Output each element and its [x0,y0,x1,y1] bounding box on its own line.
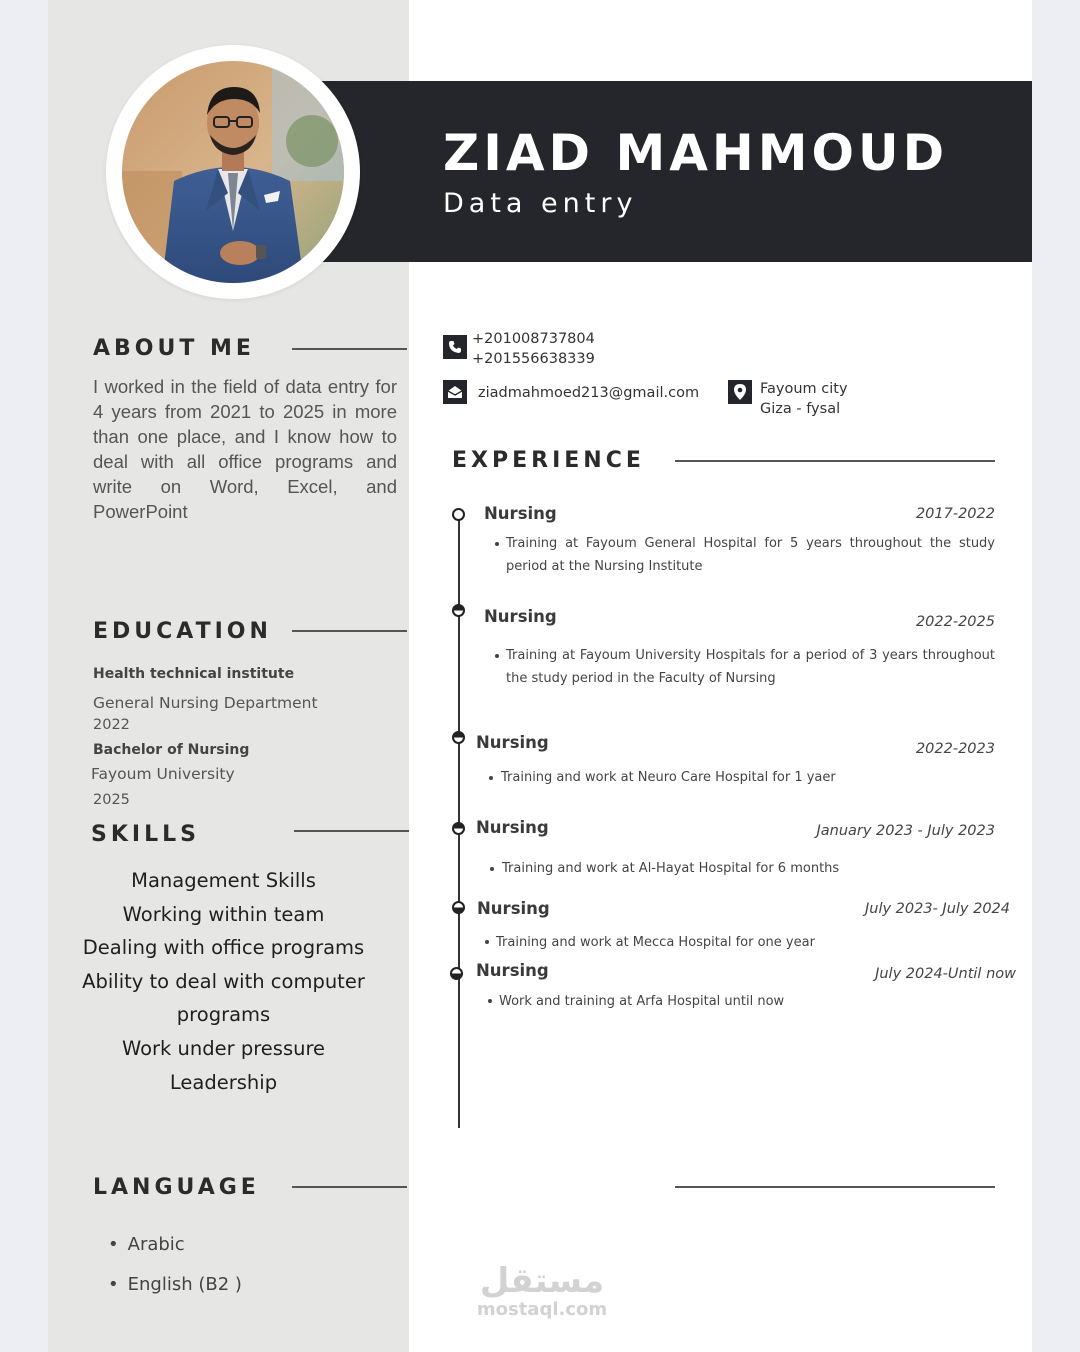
language-item: • English (B2 ) [108,1264,242,1304]
resume-page [48,0,1032,1352]
about-divider [292,348,407,350]
bullet-icon [488,999,492,1003]
education-entry-detail [93,694,393,712]
skills-list [68,864,379,1099]
experience-date: January 2023 - July 2023 [816,823,995,839]
profile-photo-image [122,61,344,283]
language-list [108,1224,242,1304]
phone-icon [443,335,467,359]
bullet-icon [489,776,493,780]
envelope-icon [443,380,467,404]
skill-item: Dealing with office programs [82,936,365,960]
education-divider [292,630,407,632]
skill-item: Leadership [169,1070,278,1094]
experience-description: Work and training at Arfa Hospital until now [499,994,785,1009]
experience-title-text: Nursing [476,961,549,980]
bullet-icon [495,654,499,658]
timeline-dot [452,731,465,744]
email-address[interactable]: ziadmahmoed213@gmail.com [478,385,700,401]
bottom-divider [675,1186,995,1188]
language-title: LANGUAGE [93,1175,260,1200]
education-year: 2025 [93,792,130,808]
bullet-icon [490,867,494,871]
map-pin-icon [728,380,752,404]
experience-description: Training at Fayoum General Hospital for 5 years throughout the study period at the Nursing Institute [506,536,995,574]
candidate-role: Data entry [443,188,638,219]
timeline-dot [452,508,465,521]
experience-date: 2022-2025 [915,614,995,630]
profile-photo [122,61,344,283]
experience-title-text: Nursing [476,733,549,752]
location-area: Giza - fysal [760,401,841,417]
phone-number[interactable]: +201008737804 [472,331,595,347]
experience-description: Training and work at Mecca Hospital for one year [496,935,815,950]
language-item: • Arabic [108,1224,242,1264]
timeline-dot [452,822,465,835]
timeline-dot [450,967,463,980]
experience-description: Training and work at Al-Hayat Hospital for 6 months [502,861,840,876]
education-school: Bachelor of Nursing [93,742,250,758]
education-entry-detail [91,765,391,783]
education-entry [93,666,393,682]
about-text: I worked in the field of data entry for 4 years from 2021 to 2025 in more than one place, and I know how to deal with all office programs and write on Word, Excel, and PowerPoint [93,376,397,522]
skill-item: Working within team [122,902,325,926]
skill-item: programs [176,1003,271,1027]
skills-title: SKILLS [91,822,200,847]
language-divider [292,1186,407,1188]
experience-description: Training at Fayoum University Hospitals for a period of 3 years throughout the study period in the Faculty of Nursing [506,648,995,686]
education-title: EDUCATION [93,619,272,644]
education-entry-year [93,792,393,808]
experience-title-text: Nursing [477,899,550,918]
experience-date: July 2024-Until now [875,966,1016,982]
watermark-latin: mostaql.com [476,1299,608,1320]
education-entry [93,742,393,758]
education-entry-year [93,717,393,733]
education-year: 2022 [93,717,130,733]
education-school: Health technical institute [93,666,295,682]
experience-title-text: Nursing [484,607,557,626]
experience-title-text: Nursing [476,818,549,837]
phone-number[interactable]: +201556638339 [472,351,595,367]
skill-item: Work under pressure [121,1036,326,1060]
candidate-name: ZIAD MAHMOUD [443,124,949,182]
experience-divider [675,460,995,462]
experience-date: July 2023- July 2024 [864,901,1010,917]
watermark-arabic: مستقل [479,1261,605,1301]
experience-title-text: Nursing [484,504,557,523]
skill-item: Management Skills [131,869,316,892]
skills-divider [294,830,409,832]
watermark-logo [474,1262,610,1320]
experience-date: 2022-2023 [915,741,995,757]
timeline-dot [452,901,465,914]
location-city: Fayoum city [760,381,848,397]
experience-description: Training and work at Neuro Care Hospital for 1 yaer [501,770,836,785]
experience-title: EXPERIENCE [452,448,645,473]
bullet-icon [485,940,489,944]
experience-date: 2017-2022 [915,506,995,522]
education-department: Fayoum University [91,765,235,783]
bullet-icon [495,542,499,546]
timeline-dot [452,604,465,617]
about-title: ABOUT ME [93,336,255,361]
education-department: General Nursing Department [93,694,318,712]
profile-photo-frame [106,45,360,299]
skill-item: Ability to deal with computer [82,969,365,993]
